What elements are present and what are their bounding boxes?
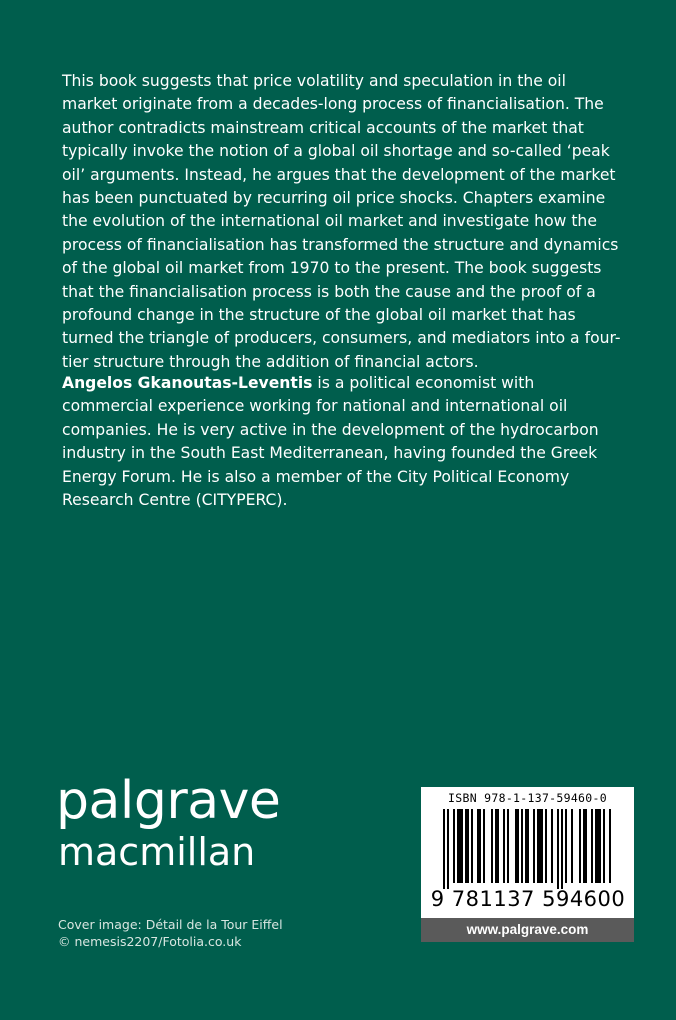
barcode-digits: 9 781137 594600: [430, 887, 626, 911]
barcode-bar: [557, 809, 559, 889]
cover-credit-line2: © nemesis2207/Fotolia.co.uk: [58, 934, 242, 949]
publisher-logo-line2: macmillan: [58, 830, 256, 874]
publisher-logo-line1: palgrave: [56, 771, 281, 831]
author-name: Angelos Gkanoutas-Leventis: [62, 374, 313, 392]
barcode-bar: [595, 809, 601, 883]
barcode-bar: [477, 809, 481, 883]
barcode-box: [421, 787, 634, 942]
barcode-bar: [571, 809, 573, 883]
barcode-bar: [609, 809, 611, 883]
barcode-bar: [453, 809, 455, 883]
barcode-bar: [465, 809, 469, 883]
barcode-bar: [537, 809, 543, 883]
barcode-bar: [443, 809, 445, 889]
barcode-bar: [565, 809, 567, 883]
barcode-bar: [447, 809, 449, 889]
barcode-bar: [579, 809, 581, 883]
barcode-bar: [551, 809, 553, 883]
cover-image-credit: [58, 916, 283, 950]
barcode-bar: [483, 809, 485, 883]
barcode-icon: [443, 809, 613, 889]
barcode-bar: [583, 809, 587, 883]
barcode-bar: [515, 809, 519, 883]
barcode-bar: [457, 809, 463, 883]
barcode-bar: [591, 809, 593, 883]
barcode-bar: [603, 809, 605, 883]
publisher-website: www.palgrave.com: [421, 918, 634, 942]
barcode-bar: [491, 809, 493, 883]
author-bio: [62, 372, 622, 512]
barcode-bar: [495, 809, 499, 883]
barcode-bar: [533, 809, 535, 883]
publisher-logo: [56, 773, 316, 875]
author-bio-text: is a political economist with commercial experience working for national and international oil companies. He is very active in the development of the hydrocarbon industry in the South East Mediterranean, having founded the Greek Energy Forum. He is also a member of the City Political Economy Research Centre (CITYPERC).: [62, 374, 599, 510]
barcode-bar: [521, 809, 523, 883]
barcode-bar: [525, 809, 529, 883]
barcode-bar: [471, 809, 473, 883]
isbn-label: ISBN 978-1-137-59460-0: [448, 791, 607, 805]
barcode-bar: [561, 809, 563, 889]
barcode-bar: [507, 809, 509, 883]
book-description: This book suggests that price volatility and speculation in the oil market originate from a decades-long process of financialisation. The author contradicts mainstream critical accounts of the market that typically invoke the notion of a global oil shortage and so-called ‘peak oil’ arguments. Instead, he argues that the development of the market has been punctuated by recurring oil price shocks. Chapters examine the evolution of the international oil market and investigate how the process of financialisation has transformed the structure and dynamics of the global oil market from 1970 to the present. The book suggests that the financialisation process is both the cause and the proof of a profound change in the structure of the global oil market that has turned the triangle of producers, consumers, and mediators into a four-tier structure through the addition of financial actors.: [62, 72, 621, 371]
barcode-bar: [545, 809, 547, 883]
cover-credit-line1: Cover image: Détail de la Tour Eiffel: [58, 917, 283, 932]
barcode-bar: [503, 809, 505, 883]
